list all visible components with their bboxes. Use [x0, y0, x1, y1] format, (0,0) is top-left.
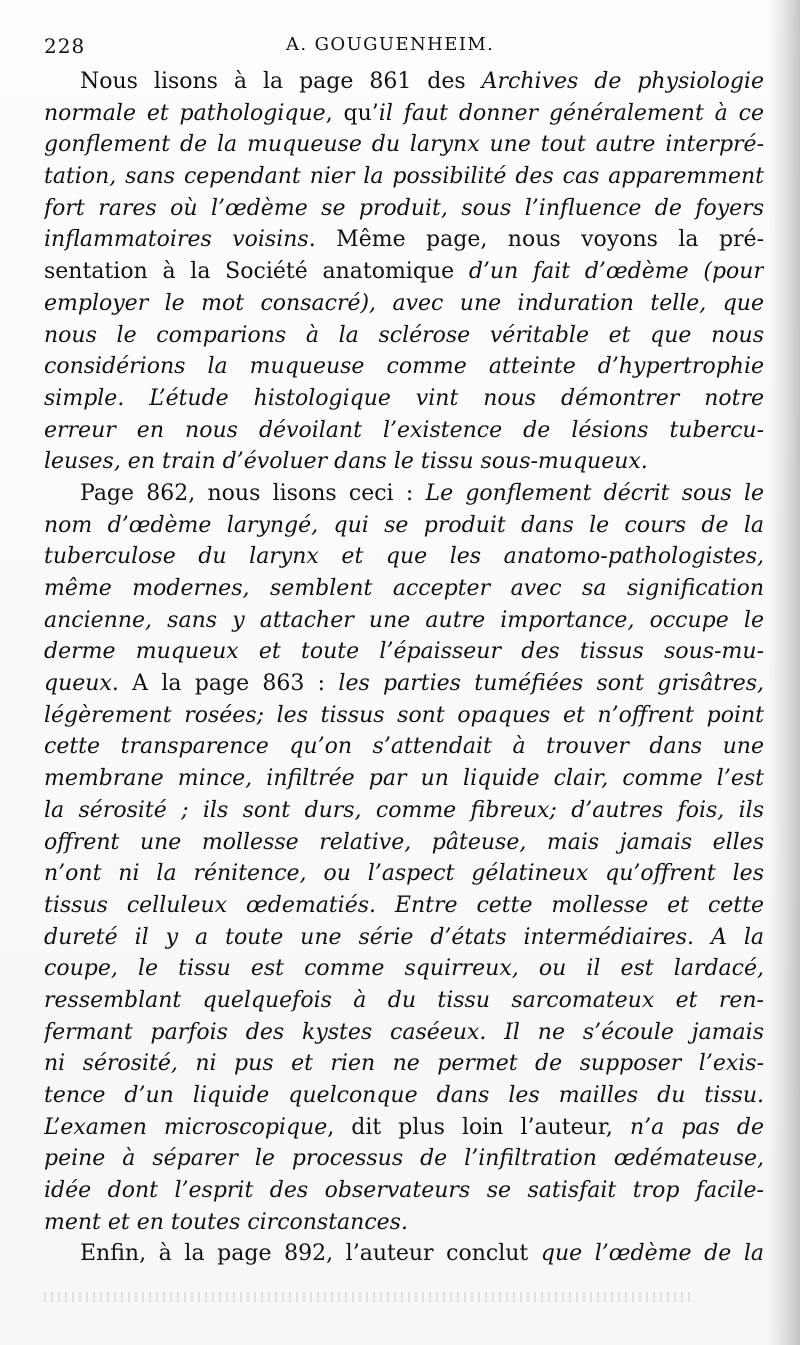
- text-line: [44, 1238, 764, 1270]
- page-number: 228: [44, 34, 86, 58]
- italic-text-segment: erreur en nous dévoilant l’existence de lésions tubercu-: [44, 417, 764, 443]
- italic-text-segment: considérions la muqueuse comme atteinte d’hypertrophie: [44, 354, 764, 380]
- text-line: [44, 383, 764, 415]
- text-line: [44, 605, 764, 637]
- italic-text-segment: n’a pas de: [630, 1114, 764, 1140]
- italic-text-segment: idée dont l’esprit des observateurs se satisfait trop facile-: [44, 1178, 764, 1204]
- text-line: [44, 985, 764, 1017]
- italic-text-segment: simple. L’étude histologique vint nous démontrer notre: [44, 385, 764, 411]
- text-line: [44, 763, 764, 795]
- text-line: [44, 478, 764, 510]
- text-line: [44, 922, 764, 954]
- text-segment: Nous lisons à la page 861 des: [80, 69, 482, 94]
- italic-text-segment: tuberculose du larynx et que les anatomo-pathologistes,: [44, 544, 764, 570]
- italic-text-segment: n’ont ni la rénitence, ou l’aspect gélatineux qu’offrent les: [44, 861, 764, 887]
- italic-text-segment: nous le comparions à la sclérose véritable et que nous: [44, 322, 764, 348]
- italic-text-segment: même modernes, semblent accepter avec sa signification: [44, 576, 764, 601]
- italic-text-segment: fermant parfois des kystes caséeux. Il ne s’écoule jamais: [44, 1019, 764, 1045]
- italic-text-segment: Le gonflement décrit sous le: [425, 480, 764, 506]
- text-line: [44, 288, 764, 320]
- text-line: [44, 256, 764, 288]
- text-segment: . Même page, nous voyons la pré-: [308, 227, 764, 253]
- text-line: [44, 1112, 764, 1144]
- text-line: [44, 573, 764, 605]
- text-line: [44, 193, 764, 225]
- italic-text-segment: il faut donner généralement à ce: [378, 100, 764, 126]
- italic-text-segment: gonflement de la muqueuse du larynx une tout autre interpré-: [44, 132, 764, 158]
- italic-text-segment: fort rares où l’œdème se produit, sous l’influence de foyers: [44, 195, 764, 221]
- italic-text-segment: employer le mot consacré), avec une induration telle, que: [44, 290, 764, 316]
- italic-text-segment: leuses, en train d’évoluer dans le tissu sous-muqueux.: [44, 449, 648, 475]
- text-line: [44, 351, 764, 383]
- italic-text-segment: derme muqueux et toute l’épaisseur des tissus sous-mu-: [44, 639, 764, 665]
- text-segment: , dit plus loin l’auteur,: [327, 1114, 630, 1140]
- italic-text-segment: inflammatoires voisins: [44, 227, 309, 253]
- text-line: [44, 795, 764, 827]
- italic-text-segment: les parties tuméfiées sont grisâtres,: [338, 671, 764, 697]
- italic-text-segment: que l’œdème de la: [540, 1241, 764, 1267]
- text-line: [44, 1080, 764, 1112]
- bleed-through-line: [44, 1292, 694, 1302]
- page-edge-shadow: [768, 0, 800, 1345]
- text-line: [44, 224, 764, 256]
- italic-text-segment: cette transparence qu’on s’attendait à trouver dans une: [44, 734, 764, 760]
- italic-text-segment: d’un fait d’œdème (pour: [468, 259, 764, 285]
- text-line: [44, 636, 764, 668]
- text-line: [44, 731, 764, 763]
- text-line: [44, 446, 764, 478]
- text-line: [44, 129, 764, 161]
- italic-text-segment: peine à séparer le processus de l’infiltration œdémateuse,: [44, 1146, 764, 1172]
- text-line: [44, 953, 764, 985]
- italic-text-segment: légèrement rosées; les tissus sont opaques et n’offrent point: [44, 702, 764, 728]
- italic-text-segment: la sérosité ; ils sont durs, comme fibreux; d’autres fois, ils: [44, 797, 764, 823]
- text-line: [44, 320, 764, 352]
- text-line: [44, 700, 764, 732]
- text-line: [44, 510, 764, 542]
- text-segment: Page 862, nous lisons ceci :: [80, 480, 426, 506]
- italic-text-segment: offrent une mollesse relative, pâteuse, mais jamais elles: [44, 829, 764, 855]
- italic-text-segment: normale et pathologique: [44, 100, 326, 126]
- text-line: [44, 541, 764, 573]
- page-header: [44, 34, 764, 64]
- text-line: [44, 98, 764, 130]
- text-line: [44, 1143, 764, 1175]
- body-text: [44, 66, 764, 1270]
- italic-text-segment: nom d’œdème laryngé, qui se produit dans le cours de la: [44, 512, 764, 538]
- italic-text-segment: membrane mince, infiltrée par un liquide clair, comme l’est: [44, 766, 764, 792]
- text-line: [44, 668, 764, 700]
- italic-text-segment: Archives de physiologie: [481, 69, 764, 94]
- italic-text-segment: ancienne, sans y attacher une autre importance, occupe le: [44, 607, 764, 633]
- text-segment: sentation à la Société anatomique: [44, 259, 469, 285]
- text-line: [44, 890, 764, 922]
- text-line: [44, 1017, 764, 1049]
- text-segment: Enfin, à la page 892, l’auteur conclut: [80, 1241, 541, 1267]
- italic-text-segment: tissus celluleux œdematiés. Entre cette mollesse et cette: [44, 892, 764, 918]
- text-line: [44, 66, 764, 98]
- text-line: [44, 1048, 764, 1080]
- italic-text-segment: queux: [44, 671, 112, 697]
- italic-text-segment: tence d’un liquide quelconque dans les mailles du tissu.: [44, 1083, 764, 1108]
- running-head: A. GOUGUENHEIM.: [286, 34, 495, 55]
- italic-text-segment: ni sérosité, ni pus et rien ne permet de supposer l’exis-: [44, 1051, 764, 1077]
- italic-text-segment: dureté il y a toute une série d’états intermédiaires. A la: [44, 924, 764, 950]
- italic-text-segment: ressemblant quelquefois à du tissu sarcomateux et ren-: [44, 987, 764, 1013]
- text-line: [44, 827, 764, 859]
- text-line: [44, 858, 764, 890]
- text-line: [44, 415, 764, 447]
- text-segment: , qu’: [325, 100, 379, 126]
- text-line: [44, 1175, 764, 1207]
- italic-text-segment: coupe, le tissu est comme squirreux, ou il est lardacé,: [44, 956, 764, 982]
- italic-text-segment: L’examen microscopique: [44, 1114, 328, 1140]
- text-line: [44, 161, 764, 193]
- text-segment: . A la page 863 :: [111, 671, 339, 697]
- text-line: [44, 1207, 764, 1239]
- italic-text-segment: tation, sans cependant nier la possibilité des cas apparemment: [44, 164, 764, 190]
- italic-text-segment: ment et en toutes circonstances.: [44, 1209, 408, 1235]
